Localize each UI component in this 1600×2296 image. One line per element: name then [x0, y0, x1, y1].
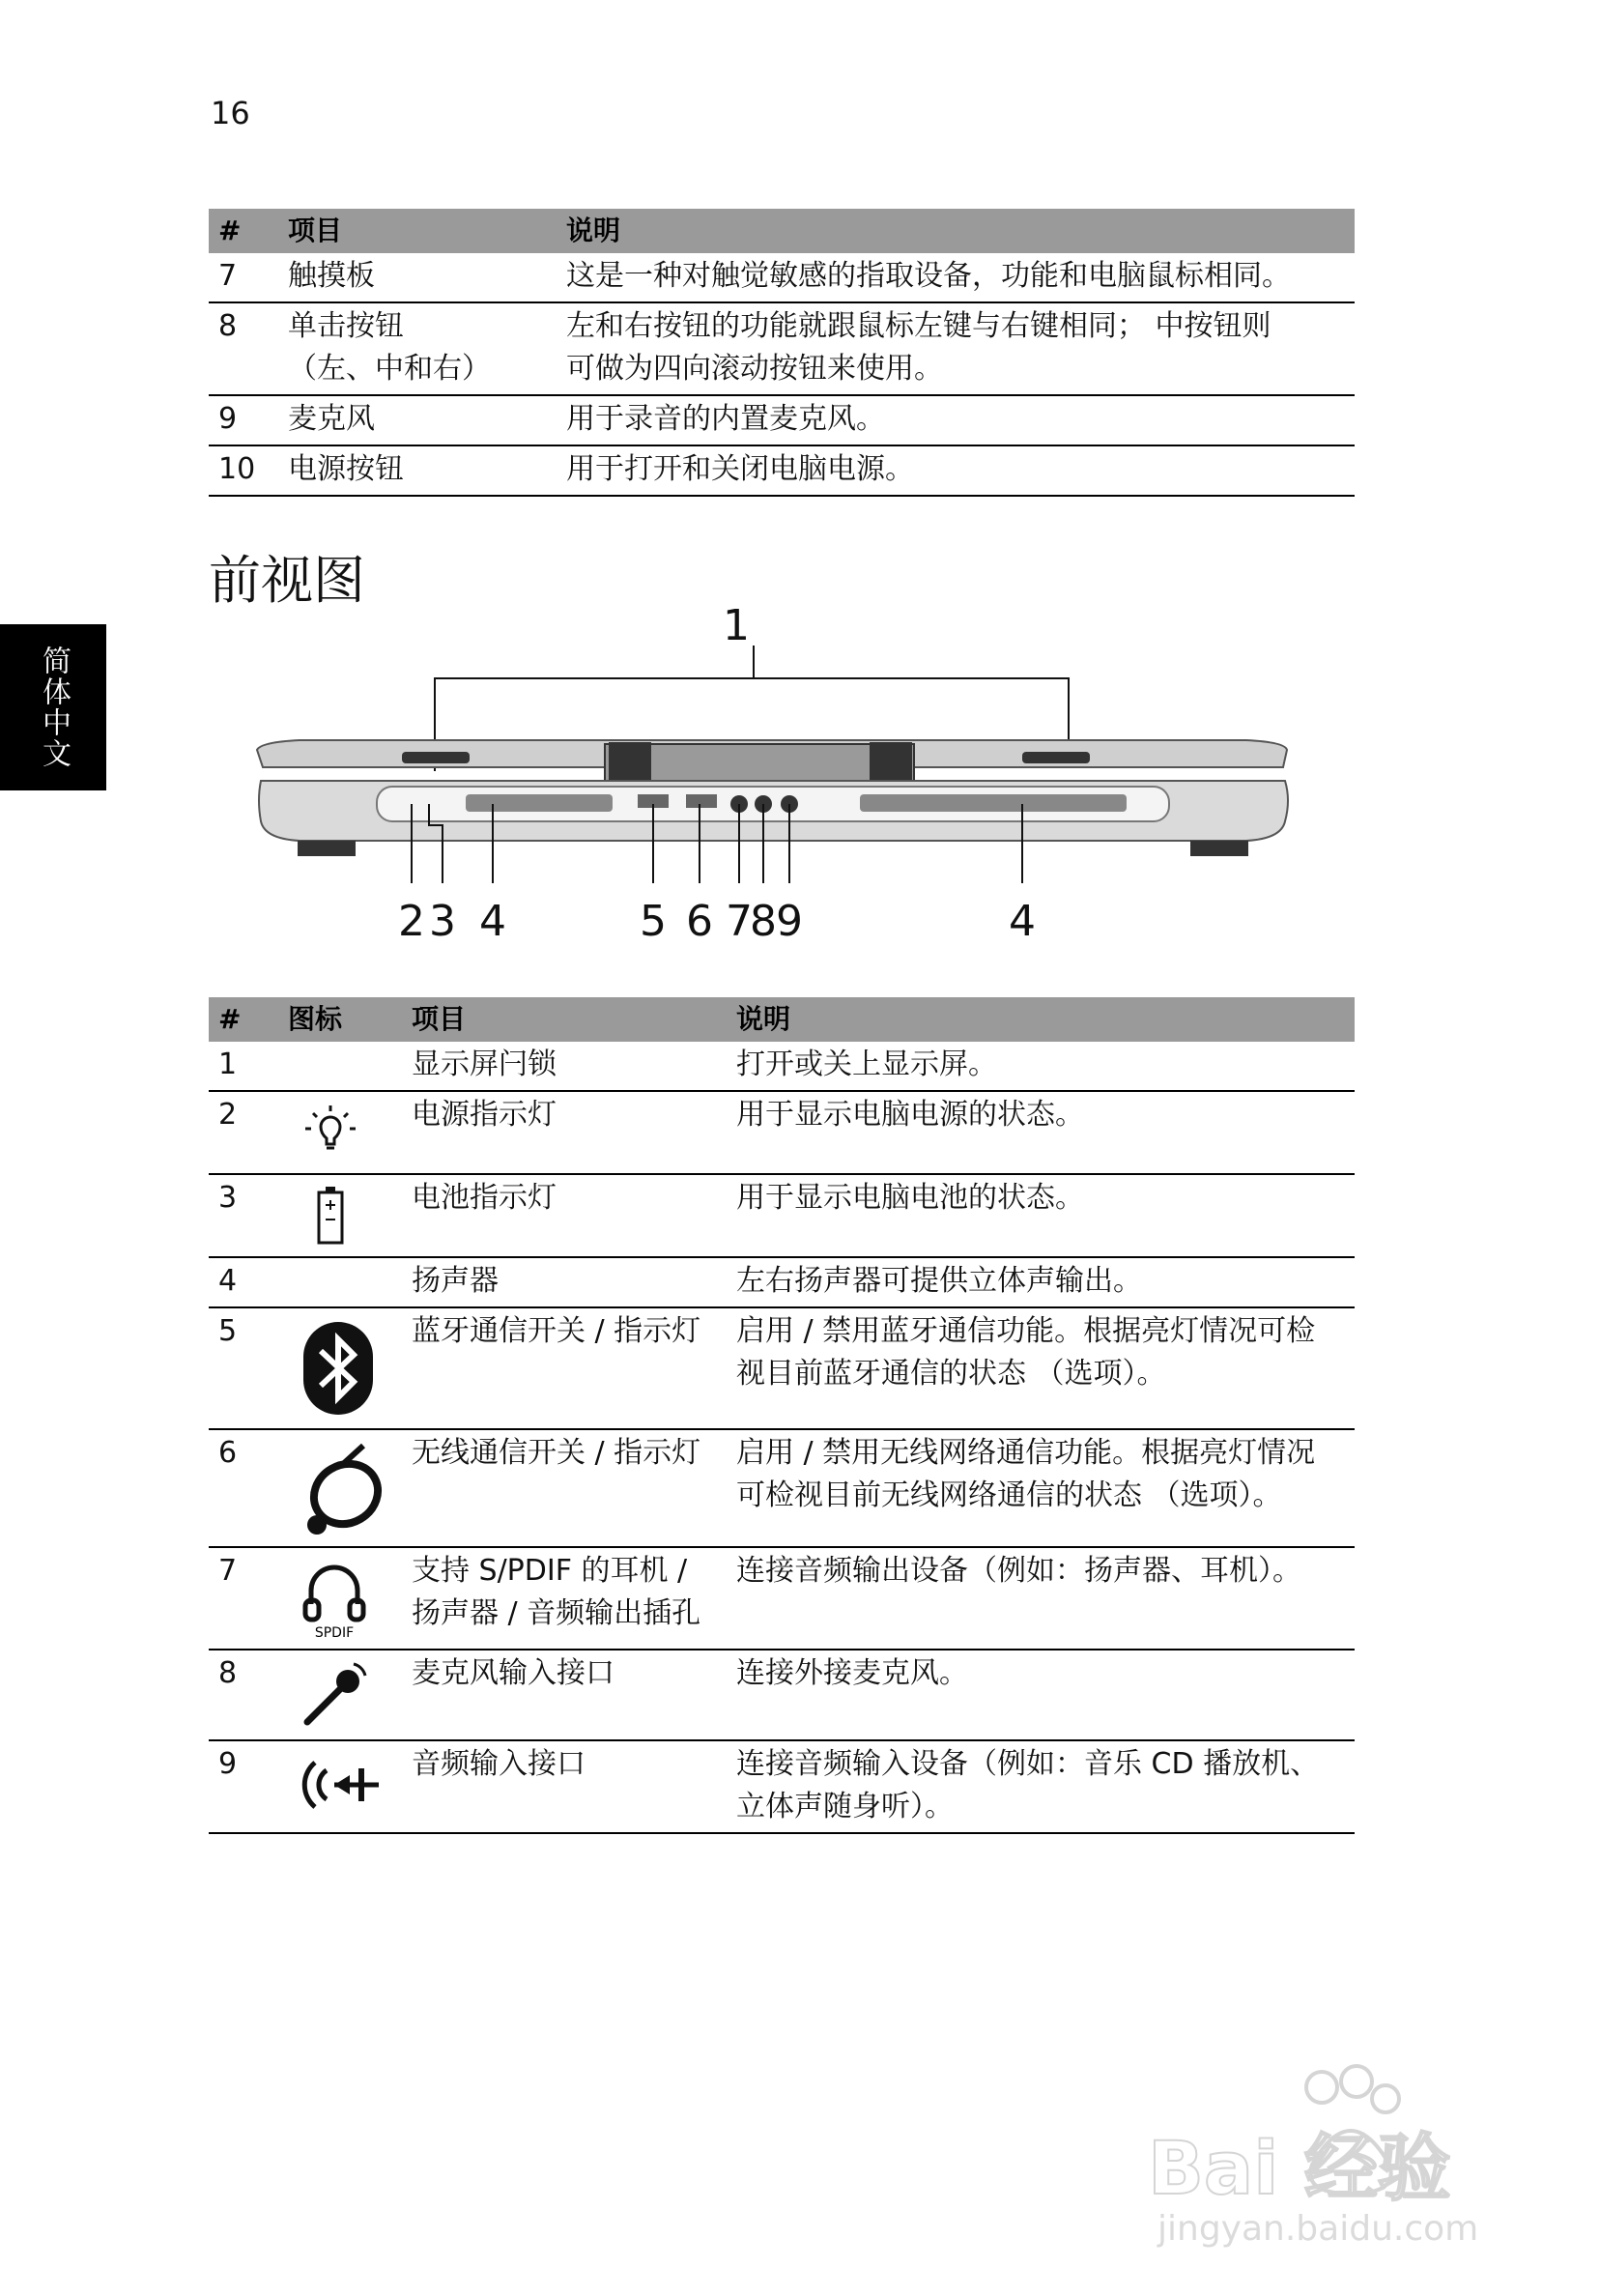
header-item: 项目	[278, 209, 557, 253]
wireless-icon	[300, 1440, 392, 1536]
row-desc: 用于显示电脑电源的状态。	[727, 1091, 1355, 1174]
callout-7: 7	[726, 897, 753, 946]
row-num: 3	[209, 1174, 278, 1257]
controls-table	[209, 209, 1355, 497]
table-row	[209, 302, 1355, 395]
callout-9: 9	[776, 897, 803, 946]
header-desc: 说明	[557, 209, 1355, 253]
row-item: 支持 S/PDIF 的耳机 / 扬声器 / 音频输出插孔	[402, 1547, 727, 1650]
row-icon	[278, 1547, 402, 1650]
header-icon: 图标	[278, 997, 402, 1042]
row-desc: 用于录音的内置麦克风。	[557, 395, 1355, 445]
header-num: #	[209, 209, 278, 253]
header-num: #	[209, 997, 278, 1042]
headphone-spdif-icon	[300, 1558, 369, 1639]
language-tab	[0, 624, 106, 790]
row-icon	[278, 1257, 402, 1307]
row-icon	[278, 1174, 402, 1257]
row-icon	[278, 1650, 402, 1740]
row-num: 9	[209, 395, 278, 445]
row-num: 7	[209, 253, 278, 302]
table-row	[209, 1429, 1355, 1547]
callout-4b: 4	[1009, 897, 1036, 946]
row-desc: 连接音频输出设备（例如：扬声器、耳机）。	[727, 1547, 1355, 1650]
row-item: 触摸板	[278, 253, 557, 302]
page-number: 16	[211, 95, 250, 131]
row-icon	[278, 1740, 402, 1833]
row-item: 电池指示灯	[402, 1174, 727, 1257]
table-row	[209, 395, 1355, 445]
row-desc: 左右扬声器可提供立体声输出。	[727, 1257, 1355, 1307]
callout-8: 8	[750, 897, 777, 946]
microphone-icon	[300, 1660, 369, 1730]
row-item: 无线通信开关 / 指示灯	[402, 1429, 727, 1547]
row-item: 电源按钮	[278, 445, 557, 496]
row-desc: 连接外接麦克风。	[727, 1650, 1355, 1740]
row-icon	[278, 1091, 402, 1174]
table-row	[209, 253, 1355, 302]
watermark-url: jingyan.baidu.com	[1157, 2209, 1479, 2249]
row-num: 5	[209, 1307, 278, 1429]
table-row	[209, 1174, 1355, 1257]
row-item: 扬声器	[402, 1257, 727, 1307]
callout-3: 3	[429, 897, 456, 946]
callout-1: 1	[723, 601, 750, 650]
row-item: 显示屏闩锁	[402, 1042, 727, 1091]
row-item: 电源指示灯	[402, 1091, 727, 1174]
spdif-label: SPDIF	[314, 1625, 355, 1639]
table-row	[209, 1650, 1355, 1740]
row-num: 10	[209, 445, 278, 496]
section-title: 前视图	[209, 550, 365, 611]
header-item: 项目	[402, 997, 727, 1042]
row-item: 音频输入接口	[402, 1740, 727, 1833]
table-row	[209, 445, 1355, 496]
callout-2: 2	[398, 897, 425, 946]
row-num: 7	[209, 1547, 278, 1650]
row-desc: 左和右按钮的功能就跟鼠标左键与右键相同； 中按钮则 可做为四向滚动按钮来使用。	[557, 302, 1355, 395]
row-num: 1	[209, 1042, 278, 1091]
row-item: 麦克风	[278, 395, 557, 445]
table-row	[209, 1547, 1355, 1650]
watermark-brand: Bai 经验	[1148, 2125, 1451, 2211]
row-icon	[278, 1042, 402, 1091]
row-num: 8	[209, 1650, 278, 1740]
audio-in-icon	[300, 1751, 386, 1819]
table-row	[209, 1740, 1355, 1833]
row-desc: 用于打开和关闭电脑电源。	[557, 445, 1355, 496]
table-row	[209, 1042, 1355, 1091]
row-desc: 启用 / 禁用蓝牙通信功能。根据亮灯情况可检 视目前蓝牙通信的状态 （选项）。	[727, 1307, 1355, 1429]
row-icon	[278, 1307, 402, 1429]
row-desc: 连接音频输入设备（例如：音乐 CD 播放机、 立体声随身听）。	[727, 1740, 1355, 1833]
row-item: 单击按钮 （左、中和右）	[278, 302, 557, 395]
language-tab-label: 简体中文	[37, 646, 71, 769]
battery-icon	[300, 1185, 361, 1247]
row-desc: 启用 / 禁用无线网络通信功能。根据亮灯情况 可检视目前无线网络通信的状态 （选项）。	[727, 1429, 1355, 1547]
row-item: 蓝牙通信开关 / 指示灯	[402, 1307, 727, 1429]
table-row	[209, 1091, 1355, 1174]
row-num: 2	[209, 1091, 278, 1174]
row-num: 6	[209, 1429, 278, 1547]
bluetooth-icon	[300, 1318, 377, 1419]
power-light-icon	[300, 1102, 361, 1163]
row-desc: 打开或关上显示屏。	[727, 1042, 1355, 1091]
front-view-figure	[242, 597, 1304, 964]
row-num: 4	[209, 1257, 278, 1307]
baidu-jingyan-watermark	[1129, 2049, 1534, 2252]
callout-4: 4	[479, 897, 506, 946]
row-desc: 用于显示电脑电池的状态。	[727, 1174, 1355, 1257]
row-num: 8	[209, 302, 278, 395]
row-item: 麦克风输入接口	[402, 1650, 727, 1740]
header-desc: 说明	[727, 997, 1355, 1042]
callout-5: 5	[640, 897, 667, 946]
table-row	[209, 1307, 1355, 1429]
row-desc: 这是一种对触觉敏感的指取设备，功能和电脑鼠标相同。	[557, 253, 1355, 302]
row-icon	[278, 1429, 402, 1547]
row-num: 9	[209, 1740, 278, 1833]
table-row	[209, 1257, 1355, 1307]
callout-6: 6	[686, 897, 713, 946]
front-view-table	[209, 997, 1355, 1834]
